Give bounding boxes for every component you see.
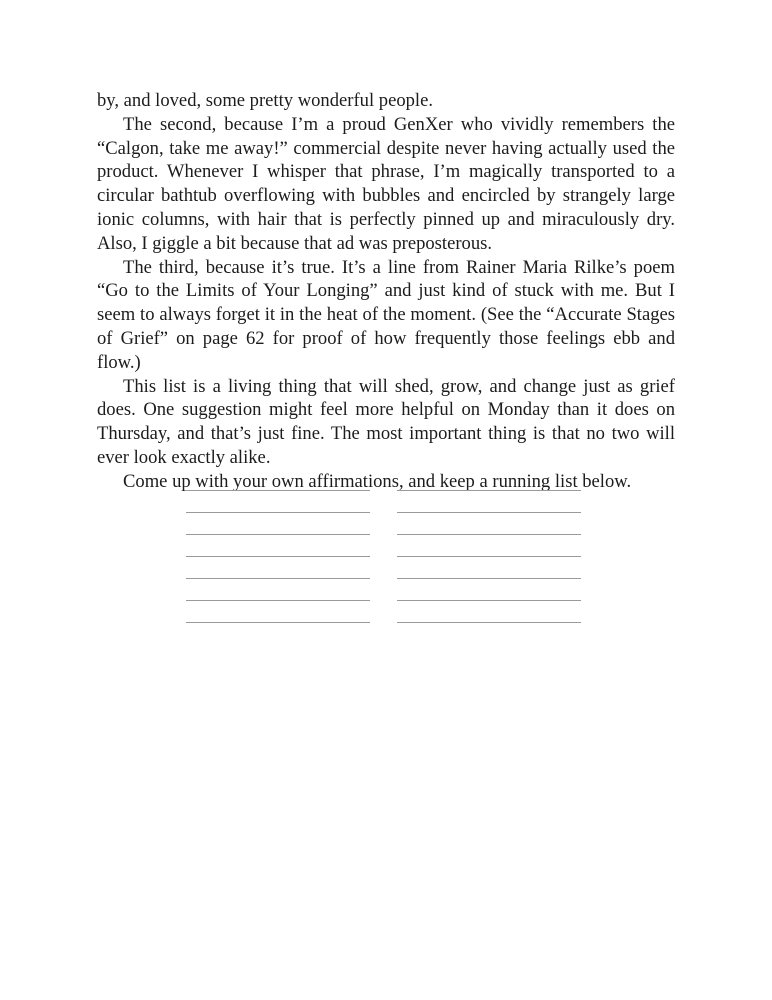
paragraph-rilke: The third, because it’s true. It’s a line from Rainer Maria Rilke’s poem “Go to the Limits of Your Longing” and just kind of stuck with me. But I seem to always forget it in the heat of the moment. (See the “Accurate Stages of Grief” on page 62 for proof of how frequently those feelings ebb and flow.) [97, 256, 675, 373]
paragraph-instructions: Come up with your own affirmations, and keep a running list below. [123, 470, 632, 492]
affirmation-blank-line[interactable] [186, 578, 370, 579]
affirmation-blank-line[interactable] [397, 534, 581, 535]
affirmation-blank-line[interactable] [186, 556, 370, 557]
affirmation-blank-line[interactable] [397, 490, 581, 491]
affirmation-blank-line[interactable] [186, 534, 370, 535]
paragraph-calgon: The second, because I’m a proud GenXer who vividly remembers the “Calgon, take me away!” commercial despite never having actually used the product. Whenever I whisper that phrase, I’m magically transported to a circular bathtub overflowing with bubbles and encircled by strangely large ionic columns, with hair that is perfectly pinned up and miraculously dry. Also, I giggle a bit because that ad was preposterous. [97, 113, 675, 254]
affirmation-blank-line[interactable] [397, 578, 581, 579]
affirmation-blank-line[interactable] [397, 622, 581, 623]
affirmation-blank-line[interactable] [397, 600, 581, 601]
affirmation-blank-line[interactable] [186, 600, 370, 601]
document-body [97, 89, 675, 494]
affirmation-blank-line[interactable] [397, 556, 581, 557]
affirmation-blank-line[interactable] [186, 490, 370, 491]
affirmation-blank-line[interactable] [186, 512, 370, 513]
affirmation-blank-line[interactable] [186, 622, 370, 623]
paragraph-continuation: by, and loved, some pretty wonderful people. [97, 90, 433, 111]
paragraph-living-list: This list is a living thing that will shed, grow, and change just as grief does. One suggestion might feel more helpful on Monday than it does on Thursday, and that’s just fine. The most important thing is that no two will ever look exactly alike. [97, 375, 675, 468]
affirmation-blank-line[interactable] [397, 512, 581, 513]
